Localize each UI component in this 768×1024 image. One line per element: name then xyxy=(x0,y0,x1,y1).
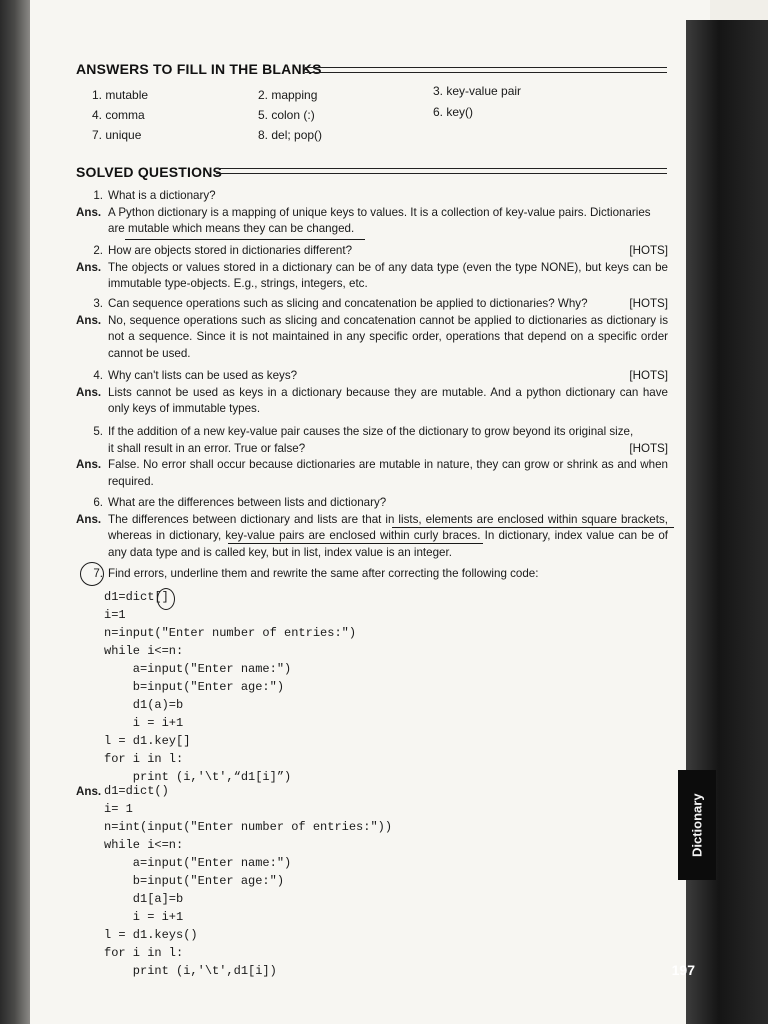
pen-underline xyxy=(125,239,365,240)
question-code-block xyxy=(104,588,356,786)
code-line: d1[a]=b xyxy=(104,892,184,906)
code-line: for i in l: xyxy=(104,752,184,766)
handwritten-circle xyxy=(157,588,175,610)
code-line: l = d1.key[] xyxy=(104,734,191,748)
pen-underline xyxy=(392,527,674,528)
code-line: n=input("Enter number of entries:") xyxy=(104,626,357,640)
code-line: print (i,'\t',“d1[i]”) xyxy=(104,770,292,784)
question-6: 6. What are the differences between lists and dictionary? Ans. The differences between dictionary and lists are that in lists, elements are enclosed within square brackets, whereas in dictionary, key-value pairs are enclosed within curly braces. In dictionary, index value can be of any data type and is called key, but in list, index value is an integer. xyxy=(76,496,668,559)
answer-item: 8. del; pop() xyxy=(258,128,323,142)
code-line: for i in l: xyxy=(104,946,184,960)
code-line: i = i+1 xyxy=(104,716,184,730)
answer-item: 5. colon (:) xyxy=(258,108,315,122)
code-line: a=input("Enter name:") xyxy=(104,856,292,870)
chapter-tab-label: Dictionary xyxy=(689,793,705,857)
question-5: 5. If the addition of a new key-value pair causes the size of the dictionary to grow beyond its original size, it shall result in an error. True or false? [HOTS] Ans. False. No error shall occur because dictionaries are mutable in nature, they can grow or shrink as and when required. xyxy=(76,425,668,488)
answer-item: 4. comma xyxy=(92,108,145,122)
code-line: n=int(input("Enter number of entries:")) xyxy=(104,820,393,834)
code-line: l = d1.keys() xyxy=(104,928,198,942)
code-line: a=input("Enter name:") xyxy=(104,662,292,676)
answer-item: 6. key() xyxy=(433,105,474,119)
code-line: b=input("Enter age:") xyxy=(104,874,285,888)
code-line: i = i+1 xyxy=(104,910,184,924)
code-line: i= 1 xyxy=(104,802,133,816)
question-4: 4. Why can't lists can be used as keys? [HOTS] Ans. Lists cannot be used as keys in a dictionary because they are mutable. And a python dictionary can have only keys of immutable types. xyxy=(76,369,668,415)
answer-label: Ans. xyxy=(76,785,102,798)
code-line: while i<=n: xyxy=(104,838,184,852)
answer-item: 7. unique xyxy=(92,128,142,142)
code-line: d1(a)=b xyxy=(104,698,184,712)
fill-blanks-heading: ANSWERS TO FILL IN THE BLANKS xyxy=(76,61,322,77)
code-line: i=1 xyxy=(104,608,126,622)
page-number: 197 xyxy=(671,962,695,978)
code-line: b=input("Enter age:") xyxy=(104,680,285,694)
question-1: 1. What is a dictionary? Ans. A Python dictionary is a mapping of unique keys to values. It is a collection of key-value pairs. Dictionaries are mutable which means they can be changed. xyxy=(76,189,651,235)
code-line: while i<=n: xyxy=(104,644,184,658)
solved-questions-heading: SOLVED QUESTIONS xyxy=(76,164,223,180)
question-7: 7. Find errors, underline them and rewrite the same after correcting the following code: xyxy=(93,567,539,580)
code-line: d1=dict() xyxy=(104,784,169,798)
answer-item: 3. key-value pair xyxy=(433,84,522,98)
answer-item: 2. mapping xyxy=(258,88,318,102)
heading-rule xyxy=(305,67,667,73)
question-2: 2. How are objects stored in dictionaries different? [HOTS] Ans. The objects or values stored in a dictionary can be of any data type (even the type NONE), but keys can be immutable type-objects. E.g., strings, integers, etc. xyxy=(76,244,668,290)
answer-item: 1. mutable xyxy=(92,88,149,102)
code-line: d1=dict[] xyxy=(104,590,169,604)
answer-code-block xyxy=(104,782,392,980)
pen-underline xyxy=(228,543,483,544)
handwritten-circle xyxy=(80,562,104,586)
heading-rule xyxy=(216,168,667,174)
code-line: print (i,'\t',d1[i]) xyxy=(104,964,277,978)
question-3: 3. Can sequence operations such as slicing and concatenation be applied to dictionaries? Why? [HOTS] Ans. No, sequence operations such as slicing and concatenation cannot be applied to dictionaries as dictionary is not a sequence. Since it is not maintained in any specific order, operations that depend on a specific order cannot be used. xyxy=(76,297,668,360)
